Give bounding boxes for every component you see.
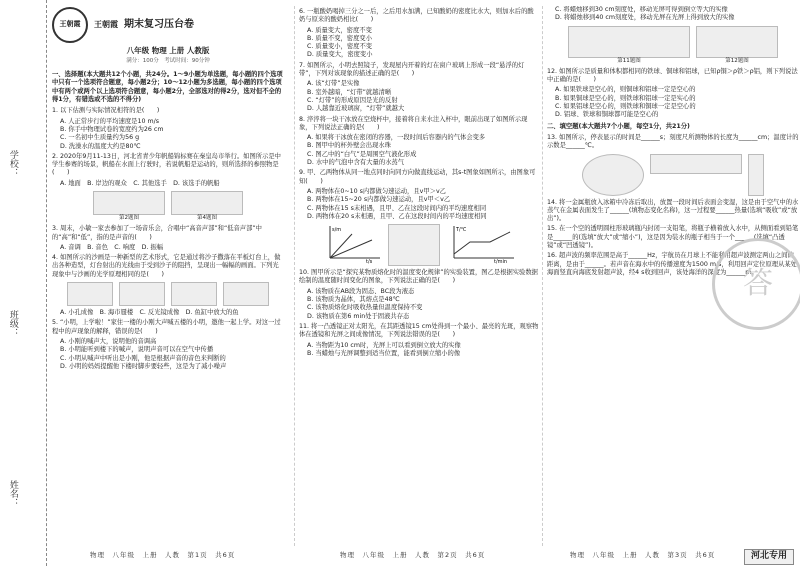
option: D. 小明的妈妈提醒他下楼时脚步要轻些，这是为了减小噪声	[60, 362, 227, 370]
axis-label: t/s	[366, 259, 373, 265]
figure-row	[52, 282, 284, 306]
question-5: 5. “小明，上学啦！”家住一楼的小刚大声喊五楼的小明，邀他一起上学。对这一过程中的声现象的解释，错误的是( )	[52, 319, 281, 335]
question-13: 13. 如图所示，停表显示的时间是______s；刻度尺所测物体的长度为______cm；温度计的示数是______℃。	[547, 133, 799, 150]
option: A. 人正常步行的平均速度是10 m/s	[60, 117, 160, 125]
question-3: 3. 周末，小敏一家去参加了一场音乐会，合唱中“高音声部”和“低音声部”中的“高”和“低”，指的是声音的( )	[52, 225, 262, 241]
option: A. 当物距为10 cm时，光屏上可以看到倒立放大的实像	[307, 341, 461, 349]
option: A. 如果将干冰放在密闭的容器，一段时间后容器内的气体会变多	[307, 134, 486, 142]
figure-b	[119, 282, 165, 306]
question-1: 1. 以下估测与实际情况相符的是( )	[52, 107, 160, 115]
exam-subtitle: 八年级 物理 上册 人教版	[126, 46, 210, 55]
option: A. 两物体在0~10 s内都做匀速运动，且v甲＞v乙	[307, 187, 446, 195]
brand-logo: 王朝霞	[94, 19, 118, 29]
option: C. 该物质熔化时吸收热量但温度保持不变	[307, 304, 423, 312]
school-label: 学校：	[7, 150, 18, 177]
name-label: 姓名：	[7, 480, 18, 507]
watermark-stamp: 答	[712, 238, 800, 330]
option: D. 将蜡烛移到40 cm刻度处，移动光屏在光屏上得到放大的实像	[555, 14, 735, 22]
caption: 第12题图	[725, 57, 749, 64]
figure-sailboats	[93, 191, 165, 215]
caption: 第2题图	[119, 215, 139, 221]
option: A. 地面 B. 岸边的观众 C. 其他选手 D. 该选手的帆船	[60, 179, 220, 187]
option: C. 图乙中的“白气”是周围空气液化形成	[307, 150, 417, 158]
option: D. 两物体在20 s末相遇，且甲、乙在这段时间内的平均速度相同	[307, 212, 487, 220]
figure-stopwatch	[582, 154, 644, 196]
option: C. 质量变小，密度不变	[307, 43, 373, 51]
option: B. 两物体在15~20 s内都做匀速运动，且v甲＜v乙	[307, 196, 451, 204]
figure-d	[223, 282, 269, 306]
option: A. 该“灯带”是实像	[307, 80, 360, 88]
option: B. 质量不变，密度变小	[307, 34, 372, 42]
option: B. 当蜡烛与光屏调整到适当位置，能看到倒立缩小的像	[307, 349, 461, 357]
question-12: 12. 如图所示是质量和体积都相同的铁球、铜球和铝球，已知ρ铜＞ρ铁＞ρ铝，则下列说法中正确的是( )	[547, 67, 798, 84]
figure-sand-art	[171, 191, 243, 215]
figure-optical-bench	[568, 26, 690, 58]
option: D. 铝球、铁球和铜球都可能是空心的	[555, 111, 659, 119]
exam-meta: 满分：100分 考试时间：90分钟	[126, 57, 210, 64]
caption: 第11题图	[617, 57, 641, 64]
option: B. 小明能听到楼下的喊声，说明声音可以在空气中传播	[60, 346, 214, 354]
question-9: 9. 甲、乙两物体从同一地点同时向同方向做直线运动，其s-t图象如图所示，由图象可知( )	[299, 169, 536, 185]
question-15: 15. 在一个空的透明圆柱形玻璃瓶内封闭一支铅笔，将瓶子横着放入水中，从侧面看到铅笔是______的(选填“放大”或“缩小”)，这是因为装水的瓶子相当于一个______(选填“凸透镜”或“凹透镜”)。	[547, 225, 799, 249]
exam-title: 期末复习压台卷	[124, 19, 194, 31]
option: B. 图甲中的杯外壁会出现水珠	[307, 142, 391, 150]
question-16: 16. 超声波的频率范围是高于______Hz，宇航员在月球上不能利用超声波测定两山之间的距离，是由于______。若声音在海水中的传播速度为1500 m/s，利用回声定位原理从某处海面竖直向海底发射超声波，经4 s收到回声，该处海洋的深度为______m。	[547, 252, 797, 276]
question-6: 6. 一瓶酸奶喝掉三分之一后，之后用水加满，已知酸奶的密度比水大，则加水后的酸奶与原来的酸奶相比( )	[299, 8, 534, 24]
axis-label: T/℃	[456, 227, 467, 234]
class-label: 班级：	[7, 310, 18, 337]
footer-page-1: 物理 八年级 上册 人教 第1页 共6页	[90, 551, 236, 559]
option: B. 你手中物理试卷的宽度约为26 cm	[60, 125, 164, 133]
option: D. 水中的气泡中含有大量的水蒸气	[307, 159, 405, 167]
option: A. 小刚的喊声大，说明他的音调高	[60, 337, 157, 345]
option: A. 小孔成像 B. 海市蜃楼 C. 反光镜成像 D. 鱼缸中放大的鱼	[60, 309, 239, 317]
axis-label: t/min	[494, 259, 508, 265]
question-8: 8. 淬淬将一块干冰放在空烧杯中，接着将自来水注入杯中，眼前出现了如图所示现象，下列说法正确的是( )	[299, 115, 528, 131]
figure-row	[52, 191, 284, 222]
figure-row	[299, 224, 539, 266]
option: C. 小明从喊声中听出是小刚，他是根据声音的音色来判断的	[60, 354, 226, 362]
temp-time-graph	[446, 224, 516, 264]
question-4: 4. 如图所示的沙画是一种新型的艺术形式，它是通过将沙子撒落在平板灯台上，做出各种造型，灯台射出的光线由于受到沙子的阻挡，呈现出一幅幅的画面。下列光现象中与沙画的光学原理相同的是( )	[52, 254, 281, 278]
figure-c	[171, 282, 217, 306]
question-14: 14. 将一金属瓶放入冰箱中冷冻后取出，放置一段时间后表面会变湿，这是由于空气中的水蒸气在金属表面发生了______(填物态变化名称)，这一过程要______热量(选填“吸收”或“放出”)。	[547, 198, 799, 223]
section-1-heading: 一、选择题(本大题共12个小题，共24分。1～9小题为单选题，每小题的四个选项中只有一个选项符合题意，每小题2分；10～12小题为多选题，每小题的四个选项中有两个或两个以上选项符合题意，每小题2分，全部选对的得2分，选对但不全的得1分，有错选或不选的不得分)	[52, 71, 283, 104]
region-tag: 河北专用	[744, 549, 794, 565]
question-2: 2. 2020年9月11-13日，河北省青少年帆船锦标赛在秦皇岛市举行。如图所示是中学生参赛的场景，帆船在水面上行驶时，若说帆船是运动的，则所选择的参照物是( )	[52, 152, 281, 177]
caption: 第4题图	[197, 215, 217, 221]
question-10: 10. 图甲所示是“探究某物质熔化时的温度变化规律”的实验装置，图乙是根据实验数据绘制的温度随时间变化的图象，下列说法正确的是( )	[299, 269, 538, 285]
option: D. 该物质在第6 min处于固液共存态	[307, 312, 410, 320]
option: A. 如果铁球是空心的，则铜球和铝球一定是空心的	[555, 86, 696, 94]
binding-gutter	[0, 0, 47, 566]
option: D. 人越靠近玻璃窗，“灯带”就越大	[307, 105, 405, 113]
logo-seal: 王朝霞	[52, 7, 88, 43]
option: D. 质量变大，密度变小	[307, 51, 373, 59]
option: B. 如果铜球是空心的，则铁球和铝球一定是实心的	[555, 94, 696, 102]
question-11: 11. 将一凸透镜正对太阳光，在其距透镜15 cm处得到一个最小、最亮的光斑，观察物体在透镜和光屏之间成像情况，下列说法错误的是( )	[299, 322, 539, 339]
option: A. 音调 B. 音色 C. 响度 D. 振幅	[60, 243, 164, 251]
figure-a	[67, 282, 113, 306]
figure-ruler	[650, 154, 742, 174]
option: C. 如果铝球是空心的，则铁球和铜球一定是空心的	[555, 103, 696, 111]
question-7: 7. 如图所示，小明去照镜子，发现屋内开着的灯在窗户玻璃上形成一段“悬浮的灯带”，下列对该现象的描述正确的是( )	[299, 61, 525, 78]
figure-row	[547, 26, 799, 65]
option: C. 一名初中生质量约为56 g	[60, 134, 140, 142]
s-t-graph	[322, 224, 382, 264]
option: B. 室外越暗，“灯带”就越清晰	[307, 88, 392, 96]
option: A. 质量变大，密度不变	[307, 26, 372, 34]
footer-page-3: 物理 八年级 上册 人教 第3页 共6页	[570, 551, 716, 559]
option: C. 将蜡烛移到30 cm刻度处，移动光屏可得到倒立等大的实像	[555, 6, 728, 13]
option: C. 两物体在15 s末相遇，且甲、乙在这段时间内的平均速度相同	[307, 204, 487, 212]
figure-three-balls	[696, 26, 778, 58]
option: A. 该物质在AB段为固态、BC段为液态	[307, 287, 415, 295]
section-2-heading: 二、填空题(本大题共7个小题，每空1分，共21分)	[547, 122, 690, 130]
option: B. 该物质为晶体，其熔点是48℃	[307, 296, 400, 304]
footer-page-2: 物理 八年级 上册 人教 第2页 共6页	[340, 551, 486, 559]
axis-label: s/m	[332, 227, 342, 234]
figure-thermometer	[748, 154, 764, 196]
column-1	[52, 6, 284, 546]
option: D. 洗澡水的温度大约是80℃	[60, 142, 141, 150]
option: C. “灯带”的形成原因是光的反射	[307, 96, 398, 104]
figure-apparatus	[388, 224, 440, 266]
column-2	[294, 6, 539, 546]
figure-row	[547, 154, 799, 196]
brand-header	[52, 6, 284, 44]
